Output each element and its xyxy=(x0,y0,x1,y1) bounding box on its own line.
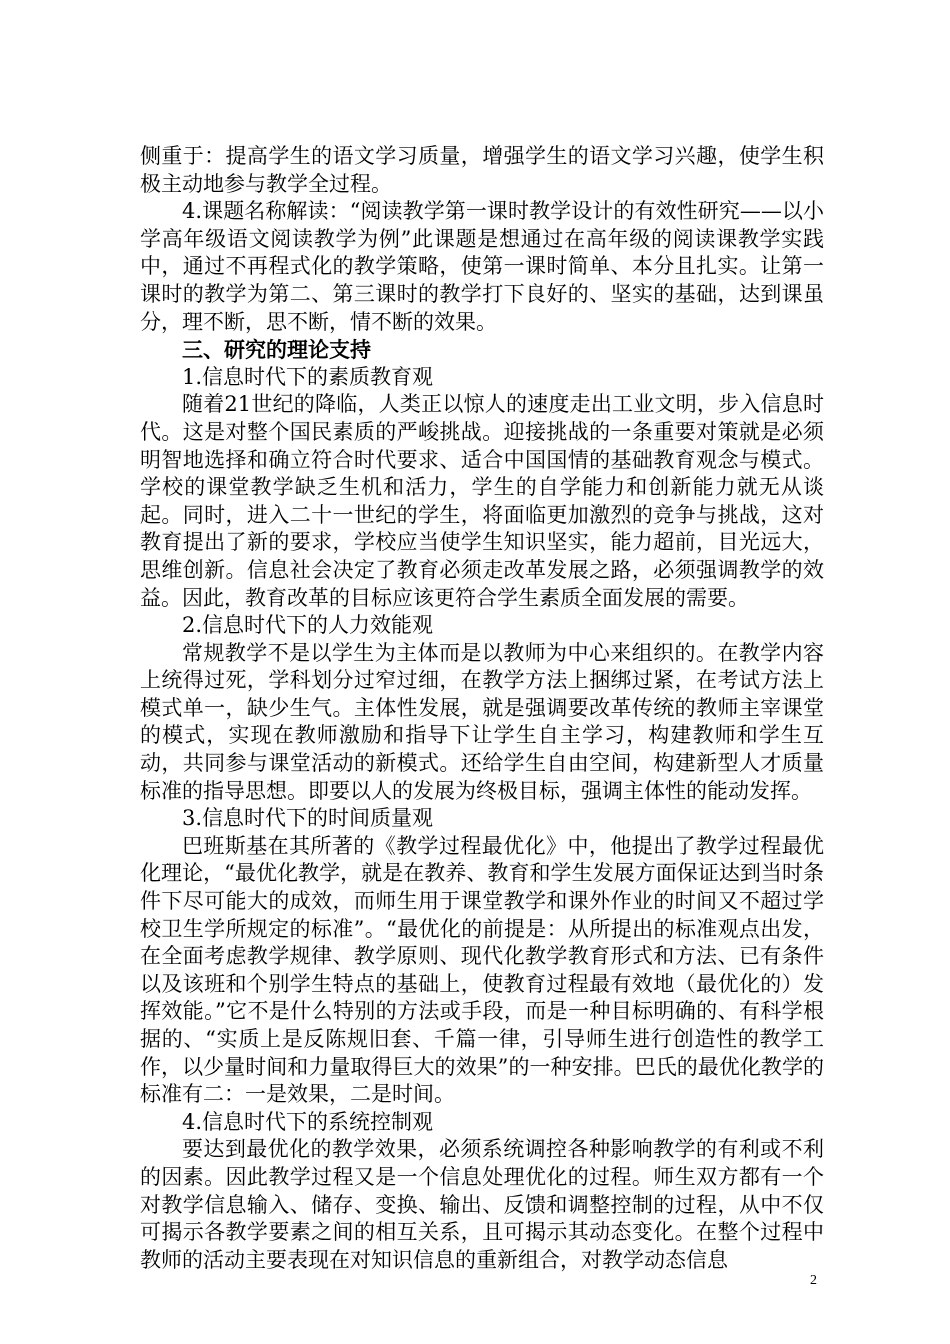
subheading-time-quality: 3.信息时代下的时间质量观 xyxy=(182,806,434,831)
paragraph-system-control: 要达到最优化的教学效果，必须系统调控各种影响教学的有利或不利的因素。因此教学过程又是一个信息处理优化的过程。师生双方都有一个对教学信息输入、储存、变换、输出、反馈和调整控制的过程，从中不仅可揭示各教学要素之间的相互关系，且可揭示其动态变化。在整个过程中教师的活动主要表现在对知识信息的重新组合，对教学动态信息 xyxy=(140,1137,824,1272)
paragraph-quality-education: 随着21世纪的降临，人类正以惊人的速度走出工业文明，步入信息时代。这是对整个国民素质的严峻挑战。迎接挑战的一条重要对策就是必须明智地选择和确立符合时代要求、适合中国国情的基础教育观念与模式。学校的课堂教学缺乏生机和活力，学生的自学能力和创新能力就无从谈起。同时，进入二十一世纪的学生，将面临更加激烈的竞争与挑战，这对教育提出了新的要求，学校应当使学生知识坚实，能力超前，目光远大，思维创新。信息社会决定了教育必须走改革发展之路，必须强调教学的效益。因此，教育改革的目标应该更符合学生素质全面发展的需要。 xyxy=(140,392,824,610)
paragraph-continued: 侧重于：提高学生的语文学习质量，增强学生的语文学习兴趣，使学生积极主动地参与教学全过程。 xyxy=(140,144,824,196)
subheading-human-efficiency: 2.信息时代下的人力效能观 xyxy=(182,613,434,638)
subheading-system-control: 4.信息时代下的系统控制观 xyxy=(182,1109,434,1134)
paragraph-time-quality: 巴班斯基在其所著的《教学过程最优化》中，他提出了教学过程最优化理论，“最优化教学，就是在教养、教育和学生发展方面保证达到当时条件下尽可能大的成效，而师生用于课堂教学和课外作业的时间又不超过学校卫生学所规定的标准”。“最优化的前提是：从所提出的标准观点出发，在全面考虑教学规律、教学原则、现代化教学教育形式和方法、已有条件以及该班和个别学生特点的基础上，使教育过程最有效地（最优化的）发挥效能。”它不是什么特别的方法或手段，而是一种目标明确的、有科学根据的、“实质上是反陈规旧套、千篇一律，引导师生进行创造性的教学工作，以少量时间和力量取得巨大的效果”的一种安排。巴氏的最优化教学的标准有二：一是效果，二是时间。 xyxy=(140,833,824,1107)
paragraph-topic-interpretation: 4.课题名称解读：“阅读教学第一课时教学设计的有效性研究——以小学高年级语文阅读教学为例”此课题是想通过在高年级的阅读课教学实践中，通过不再程式化的教学策略，使第一课时简单、本分且扎实。让第一课时的教学为第二、第三课时的教学打下良好的、坚实的基础，达到课虽分，理不断，思不断，情不断的效果。 xyxy=(140,199,824,334)
paragraph-human-efficiency: 常规教学不是以学生为主体而是以教师为中心来组织的。在教学内容上统得过死，学科划分过窄过细，在教学方法上捆绑过紧，在考试方法上模式单一，缺少生气。主体性发展，就是强调要改革传统的教师主宰课堂的模式，实现在教师激励和指导下让学生自主学习，构建教师和学生互动，共同参与课堂活动的新模式。还给学生自由空间，构建新型人才质量标准的指导思想。即要以人的发展为终极目标，强调主体性的能动发挥。 xyxy=(140,640,824,803)
page-number: 2 xyxy=(810,1273,817,1288)
document-body xyxy=(140,143,824,1274)
subheading-quality-education: 1.信息时代下的素质教育观 xyxy=(182,364,434,389)
section-heading-theory-support: 三、研究的理论支持 xyxy=(182,337,371,363)
